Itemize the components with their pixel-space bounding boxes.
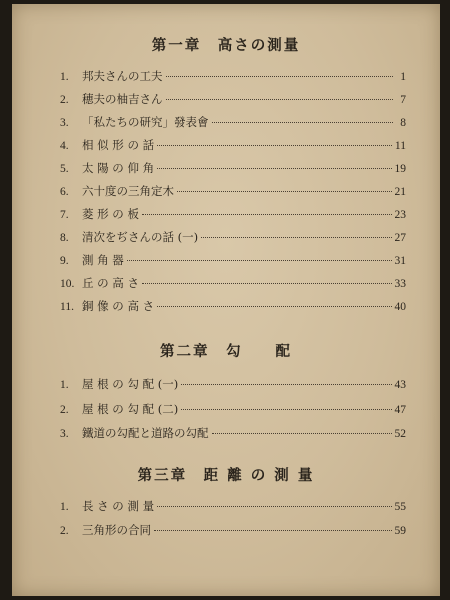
toc-entry: 8. 清次をぢさんの話 (一) 27	[60, 230, 406, 244]
toc-entry: 2. 穂夫の柚吉さん 7	[60, 92, 406, 106]
book-page	[12, 4, 440, 596]
toc-entry: 3. 鐵道の勾配と道路の勾配 52	[60, 426, 406, 440]
toc-entry: 10. 丘 の 高 さ 33	[60, 276, 406, 290]
toc-entry: 7. 菱 形 の 板 23	[60, 207, 406, 221]
toc-entry: 4. 相 似 形 の 話 11	[60, 138, 406, 152]
toc-entry: 1. 屋 根 の 勾 配 (一) 43	[60, 377, 406, 391]
chapter-3-heading: 第三章 距 離 の 測 量	[137, 467, 315, 484]
toc-entry: 6. 六十度の三角定木 21	[60, 184, 406, 198]
toc-entry: 2. 屋 根 の 勾 配 (二) 47	[60, 402, 406, 416]
toc-entry: 11. 銅 像 の 高 さ 40	[60, 299, 406, 313]
chapter-2-heading: 第二章 勾 配	[160, 343, 292, 360]
toc-entry: 3. 「私たちの研究」發表會 8	[60, 115, 406, 129]
toc-entry: 9. 測 角 器 31	[60, 253, 406, 267]
toc-entry: 5. 太 陽 の 仰 角 19	[60, 161, 406, 175]
toc-entry: 2. 三角形の合同 59	[60, 523, 406, 537]
toc-entry: 1. 長 さ の 測 量 55	[60, 499, 406, 513]
toc-entry: 1. 邦夫さんの工夫 1	[60, 69, 406, 83]
chapter-1-heading: 第一章 高さの測量	[151, 37, 301, 54]
